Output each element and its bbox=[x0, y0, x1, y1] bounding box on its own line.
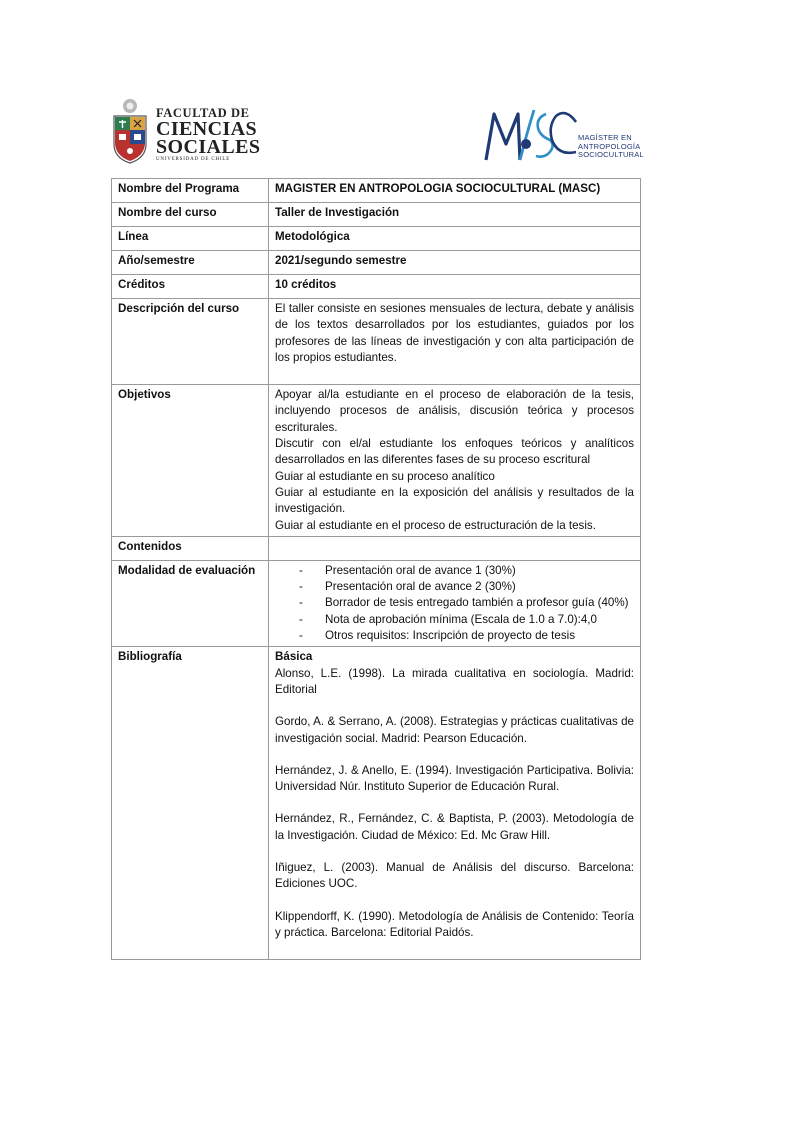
list-item: - Presentación oral de avance 2 (30%) bbox=[299, 579, 634, 595]
table-row-descripcion bbox=[112, 299, 641, 385]
bibliografia-item: Hernández, J. & Anello, E. (1994). Investigación Participativa. Bolivia: Universidad Núr. Instituto Superior de Educación Rural. bbox=[275, 763, 634, 794]
table-row bbox=[112, 251, 641, 275]
logo-line-4: UNIVERSIDAD DE CHILE bbox=[156, 157, 231, 162]
list-item: - Nota de aprobación mínima (Escala de 1.0 a 7.0):4,0 bbox=[299, 612, 634, 628]
objetivo-item: Guiar al estudiante en su proceso analítico bbox=[275, 469, 495, 483]
masc-line-2: ANTROPOLOGÍA bbox=[578, 141, 641, 151]
list-item: - Presentación oral de avance 1 (30%) bbox=[299, 563, 634, 579]
table-row bbox=[112, 275, 641, 299]
list-item: - Otros requisitos: Inscripción de proyecto de tesis bbox=[299, 628, 634, 644]
row-label: Línea bbox=[112, 227, 269, 251]
objetivo-item: Guiar al estudiante en la exposición del análisis y resultados de la investigación. bbox=[275, 485, 634, 516]
evaluacion-label: Modalidad de evaluación bbox=[112, 560, 269, 646]
bibliografia-item: Klippendorff, K. (1990). Metodología de Análisis de Contenido: Teoría y práctica. Barcelona: Editorial Paidós. bbox=[275, 909, 634, 939]
program-table bbox=[111, 178, 641, 960]
masc-logo-text bbox=[578, 134, 644, 160]
bibliografia-item: Hernández, R., Fernández, C. & Baptista, P. (2003). Metodología de la Investigación. Ciudad de México: Ed. Mc Graw Hill. bbox=[275, 812, 634, 842]
bibliografia-item: Alonso, L.E. (1998). La mirada cualitativa en sociología. Madrid: Editorial bbox=[275, 666, 634, 696]
university-crest-icon bbox=[110, 96, 150, 164]
facultad-logo-text bbox=[156, 106, 260, 164]
descripcion-text: El taller consiste en sesiones mensuales de lectura, debate y análisis de los textos desarrollados por los estudiantes, guiados por los profesores de las líneas de investigación y con alta participación de los propios estudiantes. bbox=[275, 302, 634, 364]
row-value: MAGISTER EN ANTROPOLOGIA SOCIOCULTURAL (MASC) bbox=[269, 179, 641, 203]
row-value: 10 créditos bbox=[269, 275, 641, 299]
objetivos-cell bbox=[269, 385, 641, 537]
evaluacion-cell bbox=[269, 560, 641, 646]
bibliografia-label: Bibliografía bbox=[112, 647, 269, 960]
objetivo-item: Apoyar al/la estudiante en el proceso de elaboración de la tesis, incluyendo procesos de análisis, discusión teórica y procesos escriturales. bbox=[275, 388, 634, 434]
table-row bbox=[112, 203, 641, 227]
bibliografia-item: Gordo, A. & Serrano, A. (2008). Estrategias y prácticas cualitativas de investigación social. Madrid: Pearson Educación. bbox=[275, 715, 634, 745]
descripcion-cell bbox=[269, 299, 641, 385]
bibliografia-item: Iñiguez, L. (2003). Manual de Análisis del discurso. Barcelona: Ediciones UOC. bbox=[275, 861, 634, 891]
row-label: Créditos bbox=[112, 275, 269, 299]
evaluacion-list bbox=[275, 563, 634, 644]
contenidos-label: Contenidos bbox=[112, 536, 269, 560]
objetivos-label: Objetivos bbox=[112, 385, 269, 537]
masc-monogram-icon bbox=[480, 100, 580, 166]
objetivo-item: Guiar al estudiante en el proceso de estructuración de la tesis. bbox=[275, 518, 596, 532]
table-row bbox=[112, 227, 641, 251]
objetivo-item: Discutir con el/al estudiante los enfoques teóricos y analíticos desarrollados en las diferentes fases de su proceso escritural bbox=[275, 437, 634, 467]
page-header bbox=[0, 0, 800, 180]
logo-line-3: SOCIALES bbox=[156, 136, 261, 158]
facultad-ciencias-sociales-logo bbox=[110, 96, 260, 168]
row-value: Taller de Investigación bbox=[269, 203, 641, 227]
table-row-objetivos bbox=[112, 385, 641, 537]
bibliografia-heading: Básica bbox=[275, 650, 313, 664]
logo-line-1: FACULTAD DE bbox=[156, 106, 250, 120]
table-row bbox=[112, 179, 641, 203]
logo-line-2: CIENCIAS bbox=[156, 118, 258, 140]
descripcion-label: Descripción del curso bbox=[112, 299, 269, 385]
table-row-contenidos bbox=[112, 536, 641, 560]
row-value: Metodológica bbox=[269, 227, 641, 251]
table-row-bibliografia bbox=[112, 647, 641, 960]
row-label: Nombre del curso bbox=[112, 203, 269, 227]
bibliografia-cell bbox=[269, 647, 641, 960]
masc-line-1: MAGÍSTER EN bbox=[578, 133, 632, 142]
row-label: Año/semestre bbox=[112, 251, 269, 275]
table-row-evaluacion bbox=[112, 560, 641, 646]
masc-line-3: SOCIOCULTURAL bbox=[578, 150, 644, 159]
masc-logo bbox=[480, 100, 650, 166]
contenidos-value bbox=[269, 536, 641, 560]
list-item: - Borrador de tesis entregado también a profesor guía (40%) bbox=[299, 595, 634, 611]
row-label: Nombre del Programa bbox=[112, 179, 269, 203]
row-value: 2021/segundo semestre bbox=[269, 251, 641, 275]
